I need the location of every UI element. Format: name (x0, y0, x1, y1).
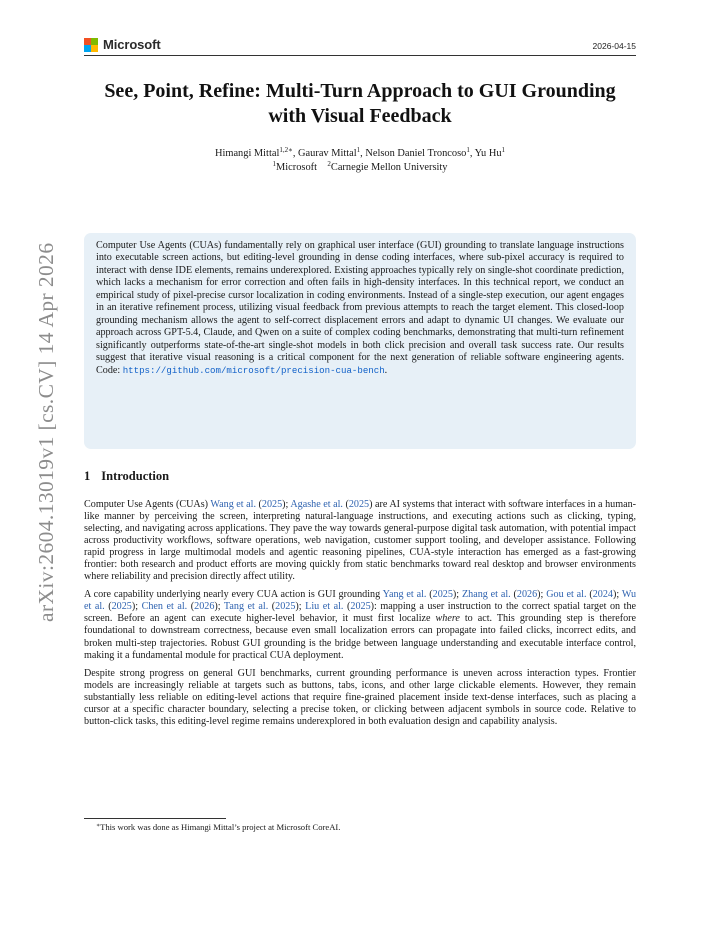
paragraph-text: ( (586, 589, 593, 601)
paragraph-text: ); (537, 589, 547, 601)
citation-link[interactable]: 2026 (516, 589, 538, 601)
author-list: Himangi Mittal$^{1,2∗}$, Gaurav Mittal$^1$, Nelson Daniel Troncoso$^1$, Yu Hu$^1$ (214, 146, 506, 159)
paragraph-text: Computer Use Agents (CUAs) (84, 499, 211, 510)
header-rule (84, 55, 636, 56)
paper-title (70, 79, 650, 129)
citation-link[interactable]: Liu et al. (305, 601, 344, 613)
citation-link[interactable]: 2025 (111, 601, 132, 613)
emphasis: where (435, 613, 460, 625)
title-line: See, Point, Refine: Multi-Turn Approach to GUI Grounding (104, 80, 616, 102)
paragraph-text: ( (104, 601, 112, 613)
citation-link[interactable]: 2025 (261, 499, 283, 510)
citation-link[interactable]: 2025 (275, 601, 296, 613)
logo-square (84, 45, 91, 52)
paragraph-text: ); (452, 589, 462, 601)
paragraph-text: ) are AI systems that interact with software interfaces in a human-like manner by perceiving the screen, interpreting natural-language instructions, and executing actions such as clicking, typing, selecting, and navigating across applications. They pave the way towards general-purpose digital task automation, with potential impact across productivity workflows, software operations, web navigation, customer support tooling, and developer assistance. Following rapid progress in large multimodal models and agentic reasoning pipelines, CUA-style interaction has emerged as a fast-growing frontier: both research and product efforts are moving quickly from static benchmarks toward real desktop and browser environments where reliability and precision directly affect utility. (84, 499, 637, 583)
author-name: Gaurav Mittal (298, 148, 357, 159)
footnote-text: This work was done as Himangi Mittal’s project at Microsoft CoreAI. (100, 822, 341, 832)
section-title: Introduction (101, 469, 170, 483)
paragraph-text: A core capability underlying nearly every CUA action is GUI grounding (84, 589, 383, 601)
paragraph-text: ); (612, 589, 622, 601)
footnote-mark: ∗ (96, 823, 101, 829)
section-heading (84, 469, 169, 484)
paragraph-text: ); (214, 601, 224, 613)
paragraph-text: ( (342, 499, 349, 510)
citation-link[interactable]: Tang et al. (223, 601, 269, 613)
page-header (84, 36, 636, 54)
affiliation-mark: 2 (327, 160, 331, 168)
paragraph-text: ): mapping a user instruction to the correct spatial target on the screen. Before an agent can execute higher-level behavior, it must first localize (84, 601, 636, 625)
affiliation-name: Carnegie Mellon University (330, 162, 448, 173)
paragraph-text: ( (268, 601, 276, 613)
abstract-body: Computer Use Agents (CUAs) fundamentally rely on graphical user interface (GUI) grounding to translate language instructions into executable screen actions, but editing-level grounding in dense coding interfaces, where sub-pixel accuracy is required to interact with dense IDE elements, remains underexplored. Existing approaches typically rely on single-shot coordinate prediction, which lacks a mechanism for error correction and often fails in high-density interfaces. In this technical report, we conduct an empirical study of pixel-precise cursor localization in coding environments. Instead of a single-step execution, our agent engages in an iterative refinement process, utilizing visual feedback from previous attempts to reach the target element. This closed-loop grounding mechanism allows the agent to self-correct displacement errors and adapt to dynamic UI changes. We evaluate our approach across GPT-5.4, Claude, and Qwen on a suite of complex coding benchmarks, demonstrating that multi-turn refinement significantly outperforms state-of-the-art single-shot models in both click precision and overall task success rate. Our results suggest that iterative visual reasoning is a critical component for the next generation of reliable software engineering agents. Code: (96, 240, 624, 376)
footnote-rule (84, 818, 226, 819)
paragraph-text: ); (295, 601, 306, 613)
abstract-box (84, 233, 636, 449)
brand-name: Microsoft (103, 37, 161, 52)
body-text (84, 499, 636, 734)
paragraph-text: ( (187, 601, 195, 613)
arxiv-stamp: arXiv:2604.13019v1 [cs.CV] 14 Apr 2026 (34, 242, 58, 622)
paragraph (84, 589, 636, 661)
title-line: with Visual Feedback (268, 105, 452, 127)
logo-square (84, 38, 91, 45)
citation-link[interactable]: 2025 (348, 499, 370, 510)
paragraph-text: ( (510, 589, 517, 601)
affiliation-mark: 1 (272, 160, 277, 168)
author-name: Nelson Daniel Troncoso (365, 148, 467, 159)
citation-link[interactable]: 2024 (592, 589, 613, 601)
author-mark: 1,2∗ (279, 146, 293, 154)
logo-square (91, 38, 98, 45)
citation-link[interactable]: Wu et al. (84, 589, 637, 613)
author-name: Yu Hu (474, 148, 502, 159)
citation-link[interactable]: Gou et al. (546, 589, 587, 601)
paragraph-text: ); (131, 601, 142, 613)
paragraph-text: ); (282, 499, 291, 510)
author-name: Himangi Mittal (214, 148, 280, 159)
microsoft-logo-icon (84, 38, 98, 52)
citation-link[interactable]: Agashe et al. (290, 499, 343, 510)
citation-link[interactable]: Yang et al. (382, 589, 427, 601)
citation-link[interactable]: Chen et al. (141, 601, 188, 613)
paragraph (84, 499, 636, 583)
microsoft-logo (84, 37, 161, 52)
author-mark: 1 (466, 146, 470, 154)
citation-link[interactable]: Wang et al. (210, 499, 256, 510)
logo-square (91, 45, 98, 52)
affiliation-list (70, 161, 650, 174)
footnote (96, 822, 340, 833)
author-mark: 1 (356, 146, 361, 154)
abstract-end: . (384, 364, 388, 376)
affiliation-name: Microsoft (276, 162, 317, 173)
section-number: 1 (84, 469, 91, 483)
paragraph-text: ( (343, 601, 351, 613)
paragraph-text: ( (256, 499, 262, 510)
citation-link[interactable]: 2025 (350, 601, 371, 613)
abstract-text (96, 240, 624, 377)
paragraph (84, 668, 636, 728)
paragraph-text: ( (426, 589, 433, 601)
paragraph-text: Despite strong progress on general GUI benchmarks, current grounding performance is uneven across interaction types. Frontier models are increasingly reliable at targets such as buttons, tabs, icons, and other large clickable elements. However, they remain substantially less reliable on editing-level actions that require fine-grained placement inside text-dense interfaces, such as placing a cursor at a specific character boundary, selecting a precise token, or clicking between adjacent symbols in source code. Relative to button-click tasks, this editing-level regime remains underexplored in both evaluation design and capability analysis. (84, 667, 636, 727)
citation-link[interactable]: 2025 (432, 589, 453, 601)
citation-link[interactable]: Zhang et al. (461, 589, 511, 601)
header-date: 2026-04-15 (592, 41, 636, 51)
citation-link[interactable]: 2026 (194, 601, 215, 613)
code-link[interactable]: https://github.com/microsoft/precision-cua-bench (122, 364, 385, 376)
author-mark: 1 (501, 146, 506, 154)
paragraph-text: to act. This grounding step is therefore foundational to downstream correctness, because even small localization errors can propagate into failed clicks, incorrect edits, and broken multi-step trajectories. Robust GUI grounding is the bridge between language understanding and executable interface control, making it a fundamental module for practical CUA deployment. (84, 613, 636, 661)
